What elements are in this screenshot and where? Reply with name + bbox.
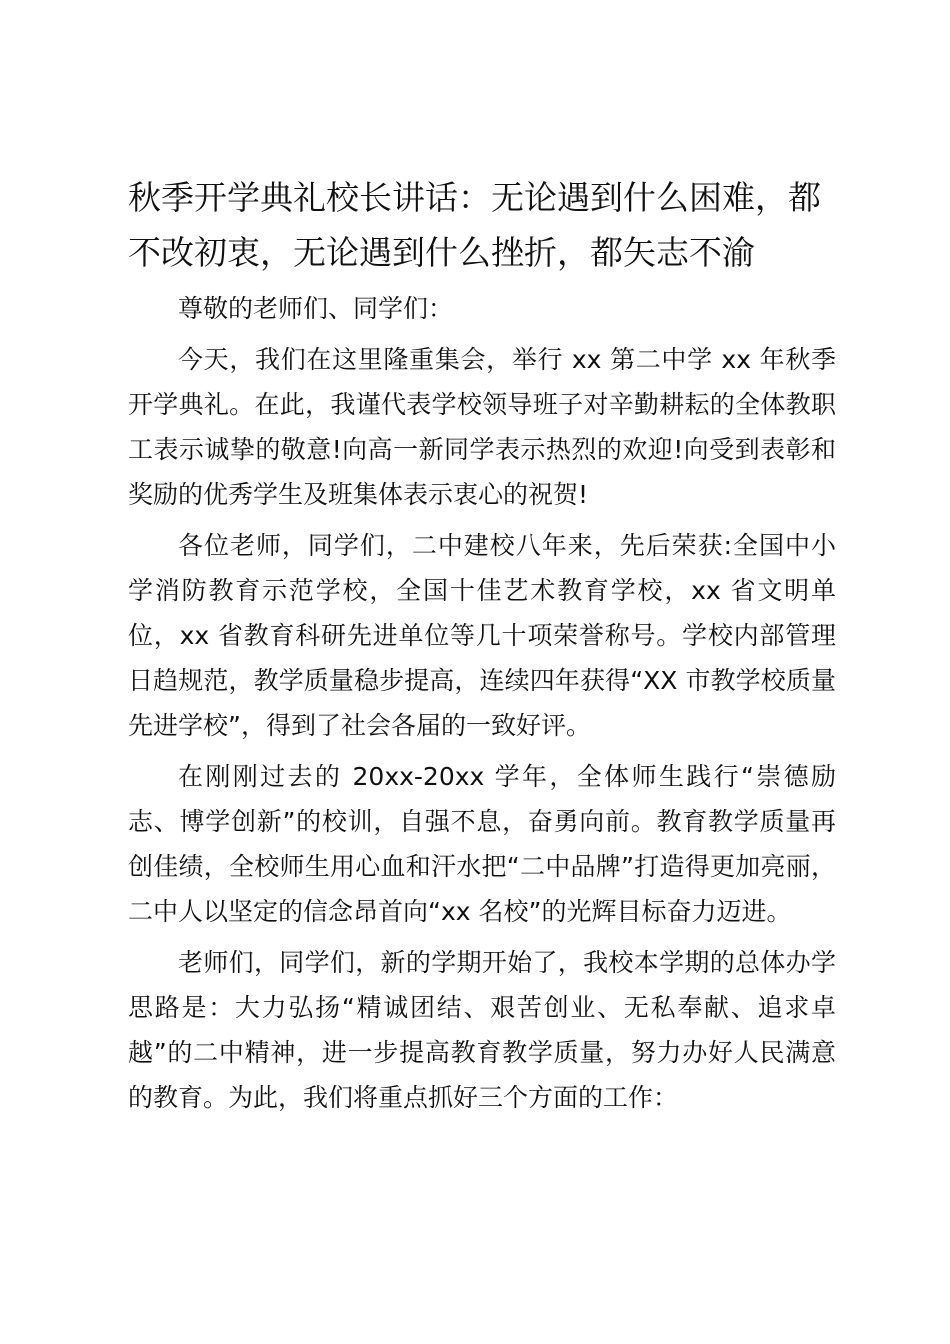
document-title: 秋季开学典礼校长讲话：无论遇到什么困难，都不改初衷，无论遇到什么挫折，都矢志不渝 [128, 178, 821, 272]
document-body [128, 170, 836, 1126]
salutation-paragraph: 尊敬的老师们、同学们： [178, 294, 454, 323]
body-paragraph: 今天，我们在这里隆重集会，举行 xx 第二中学 xx 年秋季开学典礼。在此，我谨代表学校领导班子对辛勤耕耘的全体教职工表示诚挚的敬意!向高一新同学表示热烈的欢迎!向受到表彰和奖励的优秀学生及班集体表示衷心的祝贺! [128, 345, 837, 509]
body-paragraph: 老师们，同学们，新的学期开始了，我校本学期的总体办学思路是：大力弘扬“精诚团结、艰苦创业、无私奉献、追求卓越”的二中精神，进一步提高教育教学质量，努力办好人民满意的教育。为此，我们将重点抓好三个方面的工作： [128, 948, 836, 1112]
body-paragraph: 各位老师，同学们，二中建校八年来，先后荣获:全国中小学消防教育示范学校，全国十佳艺术教育学校，xx 省文明单位，xx 省教育科研先进单位等几十项荣誉称号。学校内部管理日趋规范，教学质量稳步提高，连续四年获得“XX 市教学校质量先进学校”，得到了社会各届的一致好评。 [128, 531, 836, 740]
body-paragraph: 在刚刚过去的 20xx-20xx 学年，全体师生践行“崇德励志、博学创新”的校训，自强不息，奋勇向前。教育教学质量再创佳绩，全校师生用心血和汗水把“二中品牌”打造得更加亮丽，二中人以坚定的信念昂首向“xx 名校”的光辉目标奋力迈进。 [128, 762, 836, 926]
